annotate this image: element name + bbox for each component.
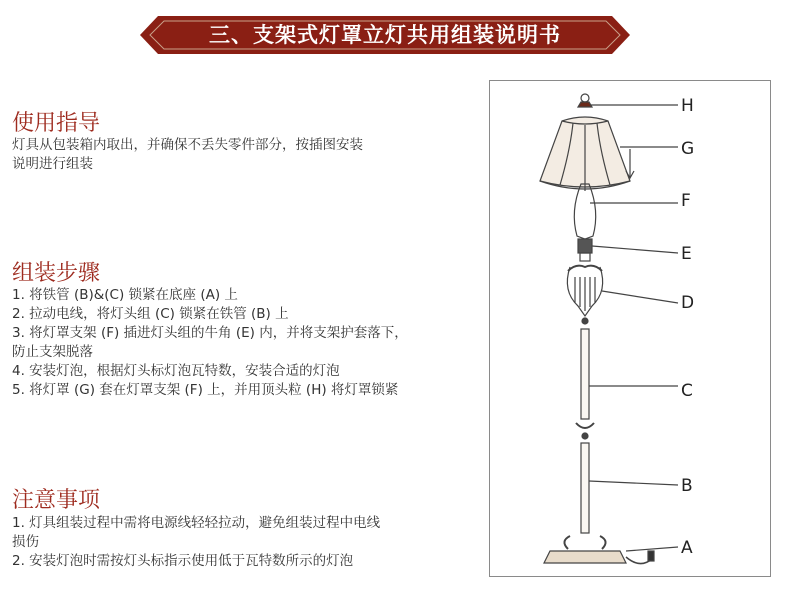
usage-text — [12, 136, 363, 174]
part-label-b: B — [681, 476, 693, 496]
step-item: 5. 将灯罩 (G) 套在灯罩支架 (F) 上，并用顶头粒 (H) 将灯罩锁紧 — [12, 382, 399, 398]
part-label-a: A — [681, 538, 693, 558]
part-label-g: G — [681, 139, 695, 159]
notes-heading: 注意事项 — [12, 488, 101, 513]
note-line: 1. 灯具组装过程中需将电源线轻轻拉动，避免组装过程中电线 — [12, 515, 381, 531]
lamp-exploded-diagram — [489, 80, 771, 577]
page-title: 三、支架式灯罩立灯共用组装说明书 — [209, 23, 561, 47]
title-banner — [140, 12, 630, 58]
notes-text — [12, 514, 380, 571]
assembly-heading: 组装步骤 — [12, 261, 101, 286]
step-item: 3. 将灯罩支架 (F) 插进灯头组的牛角 (E) 内，并将支架护套落下， — [12, 325, 408, 341]
step-item: 2. 拉动电线，将灯头组 (C) 锁紧在铁管 (B) 上 — [12, 306, 289, 322]
part-label-f: F — [681, 191, 691, 211]
usage-line: 灯具从包装箱内取出，并确保不丢失零件部分，按插图安装 — [12, 137, 363, 153]
note-line: 损伤 — [12, 534, 39, 550]
note-line: 2. 安装灯泡时需按灯头标指示使用低于瓦特数所示的灯泡 — [12, 553, 354, 569]
assembly-steps — [12, 286, 408, 400]
lamp-drawing — [490, 81, 772, 578]
step-item: 1. 将铁管 (B)&(C) 锁紧在底座 (A) 上 — [12, 287, 238, 303]
part-label-d: D — [681, 293, 695, 313]
usage-line: 说明进行组装 — [12, 156, 93, 172]
part-label-e: E — [681, 244, 692, 264]
usage-heading: 使用指导 — [12, 111, 101, 136]
part-label-h: H — [681, 96, 694, 116]
step-item: 4. 安装灯泡，根据灯头标灯泡瓦特数，安装合适的灯泡 — [12, 363, 340, 379]
step-item: 防止支架脱落 — [12, 344, 93, 360]
part-label-c: C — [681, 381, 693, 401]
